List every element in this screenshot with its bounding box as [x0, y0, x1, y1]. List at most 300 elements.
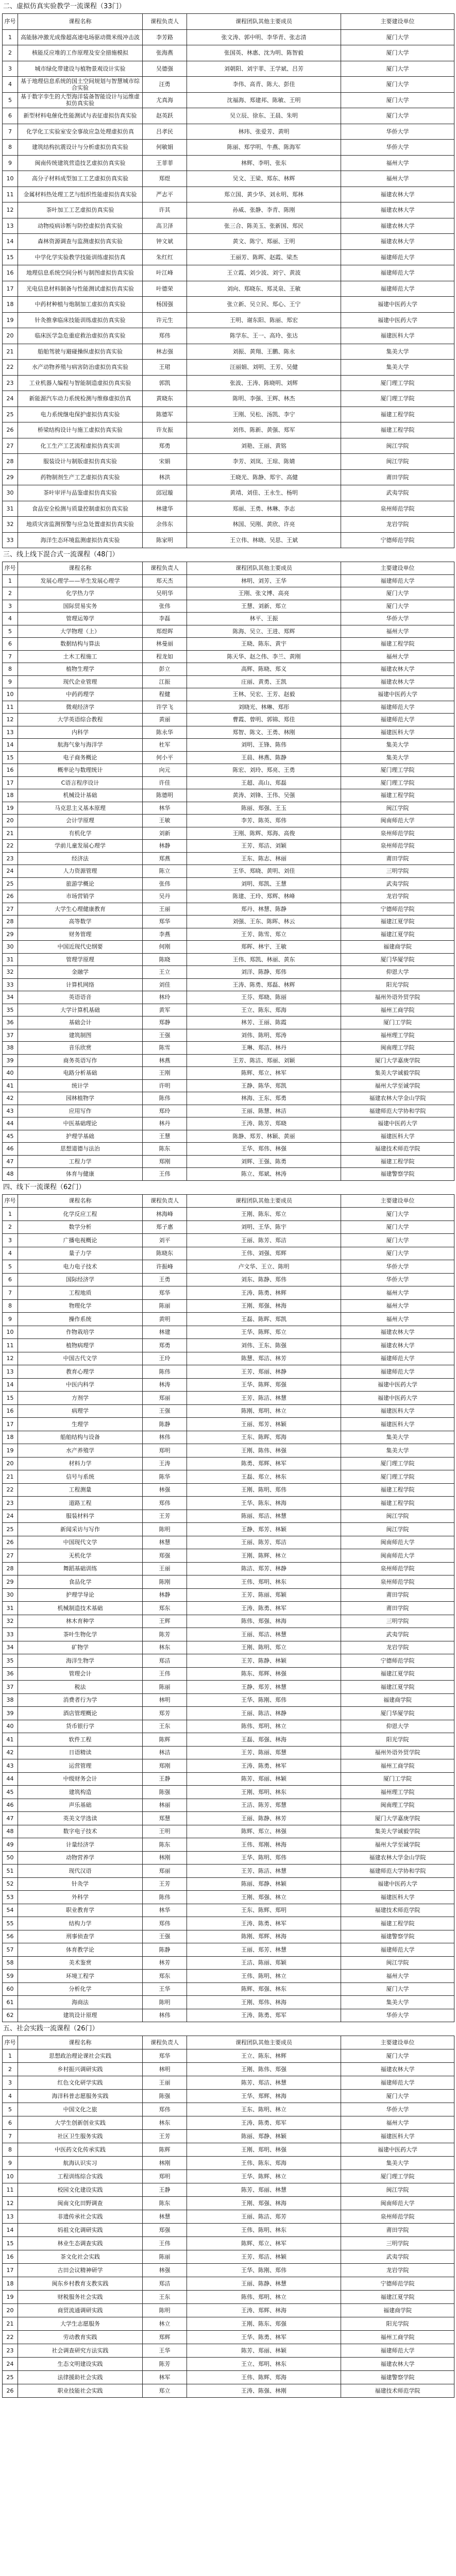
- course-leader-cell: 郑东: [143, 1970, 187, 1983]
- course-name-cell: 声乐基础: [18, 1799, 143, 1812]
- team-members-cell: 王立霞、刘少波、刘宁、黄波: [187, 265, 341, 281]
- table-row: [3, 1339, 454, 1352]
- course-name-cell: 管理会计: [18, 1667, 143, 1681]
- seq-number-cell: 15: [3, 2237, 18, 2250]
- table-row: [3, 1667, 454, 1681]
- seq-number-cell: 18: [3, 297, 18, 313]
- team-members-cell: 王超、高山、郑磊: [187, 776, 341, 789]
- course-name-cell: 高分子材料成型加工工艺虚拟仿真实验: [18, 171, 143, 187]
- institution-cell: 集美大学: [341, 1996, 454, 2009]
- course-name-cell: 分析化学: [18, 1982, 143, 1996]
- course-name-cell: 临床医学急危重症救治虚拟仿真实验: [18, 328, 143, 344]
- course-name-cell: 机械制造技术基础: [18, 1602, 143, 1615]
- course-name-cell: 航海认识实习: [18, 2157, 143, 2170]
- team-members-cell: 陈芳、郑洁、林慧: [187, 2076, 341, 2090]
- team-members-cell: 陈芳、郑丽、林颖: [187, 1772, 341, 1786]
- institution-cell: 仰恩大学: [341, 1720, 454, 1733]
- course-leader-cell: 陈晓: [143, 953, 187, 966]
- course-name-cell: 建筑制图: [18, 1029, 143, 1042]
- team-members-cell: 王涛、郑辉、林海: [187, 2304, 341, 2317]
- course-leader-cell: 陈丽: [143, 1681, 187, 1694]
- table-row: [3, 714, 454, 726]
- course-name-cell: 结构力学: [18, 1917, 143, 1930]
- institution-cell: 莆田学院: [341, 852, 454, 865]
- seq-number-cell: 4: [3, 77, 18, 93]
- table-row: [3, 1838, 454, 1852]
- column-header-course-name: 课程名称: [18, 14, 143, 30]
- table-row: [3, 1247, 454, 1260]
- course-name-cell: 地理信息系统空间分析与制图虚拟仿真实验: [18, 265, 143, 281]
- team-members-cell: 李芳、陈英、郑伟: [187, 815, 341, 827]
- table-row: [3, 1105, 454, 1117]
- column-header-institution: 主要建设单位: [341, 562, 454, 575]
- table-row: [3, 1523, 454, 1536]
- seq-number-cell: 31: [3, 501, 18, 517]
- table-row: [3, 1299, 454, 1313]
- course-leader-cell: 林明: [143, 1693, 187, 1707]
- table-row: [3, 852, 454, 865]
- team-members-cell: 孙威、张静、李青、陈刚: [187, 202, 341, 218]
- table-row: [3, 1720, 454, 1733]
- team-members-cell: 林国、吴刚、黄欣、许亮: [187, 517, 341, 533]
- seq-number-cell: 3: [3, 2076, 18, 2090]
- course-leader-cell: 郑伟: [143, 1917, 187, 1930]
- institution-cell: 福州大学: [341, 171, 454, 187]
- course-name-cell: 化学化工实验室安全事故应急处理虚拟仿真: [18, 124, 143, 140]
- course-leader-cell: 王立: [143, 966, 187, 979]
- team-members-cell: 陈辉、郑立、林军: [187, 1067, 341, 1080]
- institution-cell: 福建师范大学: [341, 1352, 454, 1365]
- course-name-cell: 建筑构造: [18, 1786, 143, 1799]
- course-name-cell: 管理运筹学: [18, 613, 143, 625]
- seq-number-cell: 12: [3, 714, 18, 726]
- column-header-institution: 主要建设单位: [341, 1194, 454, 1208]
- course-name-cell: 海洋科普志愿服务实践: [18, 2090, 143, 2103]
- course-name-cell: 税法: [18, 1681, 143, 1694]
- seq-number-cell: 4: [3, 613, 18, 625]
- seq-number-cell: 30: [3, 485, 18, 501]
- team-members-cell: 曹霞、曾明、郭锦、郑佳: [187, 714, 341, 726]
- team-members-cell: 王华、陈刚、郑伟: [187, 1693, 341, 1707]
- table-row: [3, 1904, 454, 1917]
- team-members-cell: 黄文、陈宁、郑丽、王明: [187, 234, 341, 250]
- seq-number-cell: 4: [3, 2090, 18, 2103]
- course-name-cell: 园林植物学: [18, 1092, 143, 1105]
- team-members-cell: 王洁、陈芳、郑慧: [187, 1799, 341, 1812]
- institution-cell: 厦门理工学院: [341, 1470, 454, 1484]
- seq-number-cell: 21: [3, 2317, 18, 2331]
- table-row: [3, 1470, 454, 1484]
- table-row: [3, 751, 454, 764]
- seq-number-cell: 17: [3, 776, 18, 789]
- course-leader-cell: 郑明: [143, 1444, 187, 1458]
- team-members-cell: 王静、陈华、郑凯: [187, 1079, 341, 1092]
- institution-cell: 福州大学: [341, 625, 454, 638]
- institution-cell: 厦门大学: [341, 600, 454, 613]
- course-leader-cell: 林燕: [143, 1054, 187, 1067]
- seq-number-cell: 62: [3, 2009, 18, 2022]
- seq-number-cell: 7: [3, 2130, 18, 2143]
- course-name-cell: 茶叶生物化学: [18, 1628, 143, 1641]
- course-name-cell: 操作系统: [18, 1313, 143, 1326]
- seq-number-cell: 32: [3, 966, 18, 979]
- course-name-cell: 茶叶加工工艺虚拟仿真实验: [18, 202, 143, 218]
- team-members-cell: 王华、陈勇、林军: [187, 2331, 341, 2344]
- institution-cell: 福建商学院: [341, 941, 454, 954]
- seq-number-cell: 1: [3, 1208, 18, 1221]
- team-members-cell: 王磊、郑立、林东: [187, 1470, 341, 1484]
- course-leader-cell: 朱红红: [143, 249, 187, 265]
- seq-number-cell: 2: [3, 2063, 18, 2076]
- team-members-cell: 王东、陈明、林立: [187, 2103, 341, 2116]
- seq-number-cell: 20: [3, 1457, 18, 1470]
- course-name-cell: 高能脉冲激光成像超高速电场驱动微米级冲击波: [18, 29, 143, 45]
- table-row: [3, 265, 454, 281]
- seq-number-cell: 19: [3, 2291, 18, 2304]
- course-name-cell: 有机化学: [18, 827, 143, 840]
- seq-number-cell: 31: [3, 1602, 18, 1615]
- institution-cell: 阳光学院: [341, 2317, 454, 2331]
- team-members-cell: 王晨、林燕、陈静: [187, 751, 341, 764]
- table-row: [3, 953, 454, 966]
- course-name-cell: 光电信息材料制备与性能测试虚拟仿真实验: [18, 281, 143, 297]
- institution-cell: 厦门华厦学院: [341, 1707, 454, 1720]
- table-row: [3, 1117, 454, 1130]
- team-members-cell: 陈东、郑辉、林强: [187, 1667, 341, 1681]
- table-row: [3, 1004, 454, 1016]
- institution-cell: 闽江学院: [341, 438, 454, 454]
- seq-number-cell: 34: [3, 1641, 18, 1654]
- seq-number-cell: 24: [3, 1510, 18, 1523]
- course-leader-cell: 陈伟: [143, 1365, 187, 1379]
- team-members-cell: 王伟、刘强、郑辉: [187, 1247, 341, 1260]
- institution-cell: 福建中医药大学: [341, 1378, 454, 1392]
- team-members-cell: 林海、王东、郑勇: [187, 1092, 341, 1105]
- course-leader-cell: 江振: [143, 675, 187, 688]
- table-row: [3, 1641, 454, 1654]
- seq-number-cell: 13: [3, 2210, 18, 2224]
- table-row: [3, 29, 454, 45]
- seq-number-cell: 36: [3, 1016, 18, 1029]
- course-name-cell: 国际经济学: [18, 1273, 143, 1286]
- seq-number-cell: 61: [3, 1996, 18, 2009]
- institution-cell: 厦门理工学院: [341, 1457, 454, 1470]
- seq-number-cell: 22: [3, 840, 18, 853]
- course-name-cell: 英美文学选读: [18, 1812, 143, 1825]
- course-name-cell: 大学生创新创业实践: [18, 2116, 143, 2130]
- course-name-cell: 矿物学: [18, 1641, 143, 1654]
- table-row: [3, 1733, 454, 1747]
- table-row: [3, 501, 454, 517]
- table-row: [3, 1615, 454, 1628]
- seq-number-cell: 47: [3, 1812, 18, 1825]
- table-row: [3, 312, 454, 328]
- table-row: [3, 2197, 454, 2210]
- course-name-cell: 材料力学: [18, 1457, 143, 1470]
- course-leader-cell: 陈静: [143, 1943, 187, 1957]
- seq-number-cell: 49: [3, 1838, 18, 1852]
- course-name-cell: 商贸流通调研实践: [18, 2304, 143, 2317]
- team-members-cell: 王丽、陈静、林慧: [187, 2277, 341, 2291]
- team-members-cell: 王刚、郑伟、林海: [187, 1996, 341, 2009]
- table-row: [3, 600, 454, 613]
- team-members-cell: 王华、郑晓、黄明、刘佳: [187, 865, 341, 878]
- table-row: [3, 2224, 454, 2237]
- table-row: [3, 1865, 454, 1878]
- table-row: [3, 840, 454, 853]
- course-name-cell: 食品化学: [18, 1575, 143, 1589]
- team-members-cell: 王芳、陈丽、郑慧: [187, 1746, 341, 1759]
- seq-number-cell: 6: [3, 2116, 18, 2130]
- institution-cell: 福建警察学院: [341, 2371, 454, 2384]
- course-name-cell: 建筑设计原理: [18, 2009, 143, 2022]
- seq-number-cell: 58: [3, 1956, 18, 1970]
- institution-cell: 福建医科大学: [341, 1404, 454, 1418]
- team-members-cell: 陈刚、郑明、林立: [187, 1404, 341, 1418]
- seq-number-cell: 16: [3, 2250, 18, 2264]
- course-leader-cell: 彭立: [143, 663, 187, 676]
- institution-cell: 华侨大学: [341, 613, 454, 625]
- institution-cell: 泉州师范学院: [341, 840, 454, 853]
- team-members-cell: 陈辉、郑强、林东: [187, 1982, 341, 1996]
- seq-number-cell: 4: [3, 1247, 18, 1260]
- course-leader-cell: 郑明: [143, 2170, 187, 2183]
- course-leader-cell: 林强: [143, 2264, 187, 2277]
- course-leader-cell: 叶江峰: [143, 265, 187, 281]
- seq-number-cell: 47: [3, 1155, 18, 1168]
- course-leader-cell: 何敏娟: [143, 140, 187, 156]
- course-name-cell: 财税服务社会实践: [18, 2291, 143, 2304]
- course-leader-cell: 郑天杰: [143, 574, 187, 587]
- institution-cell: 福建农林大学: [341, 218, 454, 234]
- team-members-cell: 王林、吴宏、王芳、赵毅: [187, 688, 341, 701]
- course-leader-cell: 陈伟: [143, 1092, 187, 1105]
- table-row: [3, 1365, 454, 1379]
- table-row: [3, 1602, 454, 1615]
- table-row: [3, 249, 454, 265]
- team-members-cell: 张三合、陈美玉、张新国、郑民: [187, 218, 341, 234]
- table-row: [3, 1772, 454, 1786]
- table-row: [3, 469, 454, 485]
- course-leader-cell: 陈辉: [143, 1733, 187, 1747]
- seq-number-cell: 32: [3, 1615, 18, 1628]
- seq-number-cell: 33: [3, 1628, 18, 1641]
- course-name-cell: 护理学基础: [18, 1130, 143, 1143]
- institution-cell: 福州外语外贸学院: [341, 991, 454, 1004]
- seq-number-cell: 15: [3, 751, 18, 764]
- team-members-cell: 王立、陈东、林辉: [187, 2049, 341, 2063]
- institution-cell: 福州大学: [341, 155, 454, 171]
- course-leader-cell: 林强: [143, 1483, 187, 1497]
- table-row: [3, 1029, 454, 1042]
- table-row: [3, 2063, 454, 2076]
- team-members-cell: 陈宏、刘玲、郑亮、王勇: [187, 764, 341, 777]
- institution-cell: 武夷学院: [341, 485, 454, 501]
- team-members-cell: 王芳、陈洁、郑丽、刘颖: [187, 1054, 341, 1067]
- seq-number-cell: 12: [3, 202, 18, 218]
- course-name-cell: 水产养殖学: [18, 1444, 143, 1458]
- team-members-cell: 陈静、郑芳、林颖、黄丽: [187, 1130, 341, 1143]
- team-members-cell: 庄丽、黄勇、王凯: [187, 675, 341, 688]
- course-leader-cell: 林洪: [143, 469, 187, 485]
- course-name-cell: 工程力学: [18, 1155, 143, 1168]
- table-row: [3, 928, 454, 941]
- course-name-cell: 思想道德与法治: [18, 1143, 143, 1156]
- institution-cell: 集美大学: [341, 1431, 454, 1444]
- course-name-cell: 服装设计与制版虚拟仿真实验: [18, 454, 143, 470]
- table-row: [3, 2130, 454, 2143]
- institution-cell: 厦门大学: [341, 1221, 454, 1234]
- table-row: [3, 1588, 454, 1602]
- seq-number-cell: 8: [3, 140, 18, 156]
- course-name-cell: 生态文明建设实践: [18, 2358, 143, 2371]
- team-members-cell: 王刚、陈明、郑立: [187, 1641, 341, 1654]
- seq-number-cell: 6: [3, 638, 18, 651]
- course-leader-cell: 王伟: [143, 1168, 187, 1181]
- seq-number-cell: 27: [3, 903, 18, 916]
- institution-cell: 福建师范大学: [341, 701, 454, 714]
- table-row: [3, 2009, 454, 2022]
- course-leader-cell: 程龙如: [143, 650, 187, 663]
- course-leader-cell: 林静: [143, 1588, 187, 1602]
- course-leader-cell: 何小平: [143, 751, 187, 764]
- institution-cell: 泉州师范学院: [341, 827, 454, 840]
- course-name-cell: 非遗传承社会实践: [18, 2210, 143, 2224]
- table-row: [3, 1654, 454, 1668]
- table-header-row: [3, 562, 454, 575]
- table-row: [3, 1628, 454, 1641]
- course-name-cell: 基于地理信息系统的国土空间规划与智慧城市综合实验: [18, 77, 143, 93]
- table-row: [3, 140, 454, 156]
- institution-cell: 福建中医药大学: [341, 1877, 454, 1891]
- course-name-cell: 概率论与数理统计: [18, 764, 143, 777]
- course-leader-cell: 许明: [143, 1079, 187, 1092]
- seq-number-cell: 29: [3, 928, 18, 941]
- course-leader-cell: 林伟: [143, 1431, 187, 1444]
- course-leader-cell: 陈立: [143, 865, 187, 878]
- table-row: [3, 2157, 454, 2170]
- seq-number-cell: 55: [3, 1917, 18, 1930]
- team-members-cell: 王涛、陈勇、林辉: [187, 1286, 341, 1300]
- course-leader-cell: 许友振: [143, 422, 187, 438]
- course-leader-cell: 陈雪: [143, 1042, 187, 1055]
- team-members-cell: 陈伟、郑明、林立: [187, 2291, 341, 2304]
- course-leader-cell: 郭凯: [143, 375, 187, 391]
- team-members-cell: 王丽、陈静、林芳: [187, 1812, 341, 1825]
- course-leader-cell: 林慧: [143, 1536, 187, 1549]
- table-row: [3, 966, 454, 979]
- institution-cell: 福建商学院: [341, 1693, 454, 1707]
- course-name-cell: 针灸学: [18, 1877, 143, 1891]
- table-row: [3, 454, 454, 470]
- course-leader-cell: 王静: [143, 1772, 187, 1786]
- institution-cell: 福建医科大学: [341, 1130, 454, 1143]
- seq-number-cell: 3: [3, 600, 18, 613]
- course-leader-cell: 林曼丽: [143, 638, 187, 651]
- course-name-cell: 现代汉语: [18, 1865, 143, 1878]
- course-name-cell: 化工生产工艺流程虚拟仿真实训: [18, 438, 143, 454]
- course-leader-cell: 刘平: [143, 1234, 187, 1247]
- course-leader-cell: 郑勇: [143, 1339, 187, 1352]
- seq-number-cell: 11: [3, 1339, 18, 1352]
- course-leader-cell: 王明: [143, 1825, 187, 1838]
- institution-cell: 福建师范大学: [341, 1943, 454, 1957]
- institution-cell: 华侨大学: [341, 2103, 454, 2116]
- team-members-cell: 高辉、陈晓、郑义: [187, 663, 341, 676]
- institution-cell: 厦门理工学院: [341, 391, 454, 407]
- course-name-cell: 数学分析: [18, 1221, 143, 1234]
- table-row: [3, 1681, 454, 1694]
- institution-cell: 福建江夏学院: [341, 916, 454, 928]
- seq-number-cell: 20: [3, 2304, 18, 2317]
- course-leader-cell: 郑洁: [143, 1654, 187, 1668]
- course-leader-cell: 郑燕: [143, 852, 187, 865]
- table-row: [3, 2331, 454, 2344]
- seq-number-cell: 36: [3, 1667, 18, 1681]
- course-leader-cell: 郑洁: [143, 2277, 187, 2291]
- course-name-cell: 林木育种学: [18, 1615, 143, 1628]
- seq-number-cell: 24: [3, 391, 18, 407]
- seq-number-cell: 21: [3, 1470, 18, 1484]
- course-leader-cell: 林刚: [143, 2157, 187, 2170]
- course-leader-cell: 林海峰: [143, 1208, 187, 1221]
- course-name-cell: 海商法: [18, 1996, 143, 2009]
- course-leader-cell: 王涛: [143, 1457, 187, 1470]
- team-members-cell: 陈立、郑斌、林涛: [187, 1168, 341, 1181]
- course-name-cell: 森林资源调查与监测虚拟仿真实验: [18, 234, 143, 250]
- seq-number-cell: 2: [3, 1221, 18, 1234]
- course-name-cell: 数据结构与算法: [18, 638, 143, 651]
- course-name-cell: 舞蹈基础训练: [18, 1562, 143, 1575]
- seq-number-cell: 11: [3, 2183, 18, 2197]
- institution-cell: 厦门工学院: [341, 1772, 454, 1786]
- team-members-cell: 王华、陈刚、郑伟: [187, 2264, 341, 2277]
- course-leader-cell: 陈东: [143, 1143, 187, 1156]
- seq-number-cell: 28: [3, 1562, 18, 1575]
- course-leader-cell: 郑刚: [143, 1155, 187, 1168]
- team-members-cell: 王涛、陈勇、郑军: [187, 2009, 341, 2022]
- table-row: [3, 1130, 454, 1143]
- section-title: 五、社会实践一流课程（26门）: [3, 2025, 99, 2032]
- institution-cell: 福建工程学院: [341, 1483, 454, 1497]
- team-members-cell: 王刚、张文博、高亮: [187, 587, 341, 600]
- seq-number-cell: 52: [3, 1877, 18, 1891]
- table-row: [3, 344, 454, 360]
- section-title: 三、线上线下混合式一流课程（48门）: [3, 551, 119, 558]
- course-name-cell: 中级财务会计: [18, 1772, 143, 1786]
- institution-cell: 阳光学院: [341, 978, 454, 991]
- course-name-cell: C语言程序设计: [18, 776, 143, 789]
- table-row: [3, 1956, 454, 1970]
- institution-cell: 宁德师范学院: [341, 1654, 454, 1668]
- course-leader-cell: 郑刚: [143, 1759, 187, 1773]
- table-row: [3, 2384, 454, 2398]
- team-members-cell: 王东、陈志、林丽: [187, 852, 341, 865]
- course-leader-cell: 郑静: [143, 1016, 187, 1029]
- institution-cell: 莆田学院: [341, 1602, 454, 1615]
- team-members-cell: 李芳、刘岚、王琼、陈婧: [187, 454, 341, 470]
- team-members-cell: 王丽、郑洁、林慧: [187, 1628, 341, 1641]
- institution-cell: 福州大学: [341, 1299, 454, 1313]
- table-row: [3, 155, 454, 171]
- course-leader-cell: 王丽: [143, 903, 187, 916]
- course-leader-cell: 陈丽: [143, 1299, 187, 1313]
- institution-cell: 厦门大学: [341, 45, 454, 61]
- team-members-cell: 王伟、郑明、林东: [187, 1575, 341, 1589]
- course-name-cell: 病理学: [18, 1404, 143, 1418]
- institution-cell: 福建农林大学: [341, 675, 454, 688]
- column-header-team-members: 课程团队其他主要成员: [187, 2036, 341, 2049]
